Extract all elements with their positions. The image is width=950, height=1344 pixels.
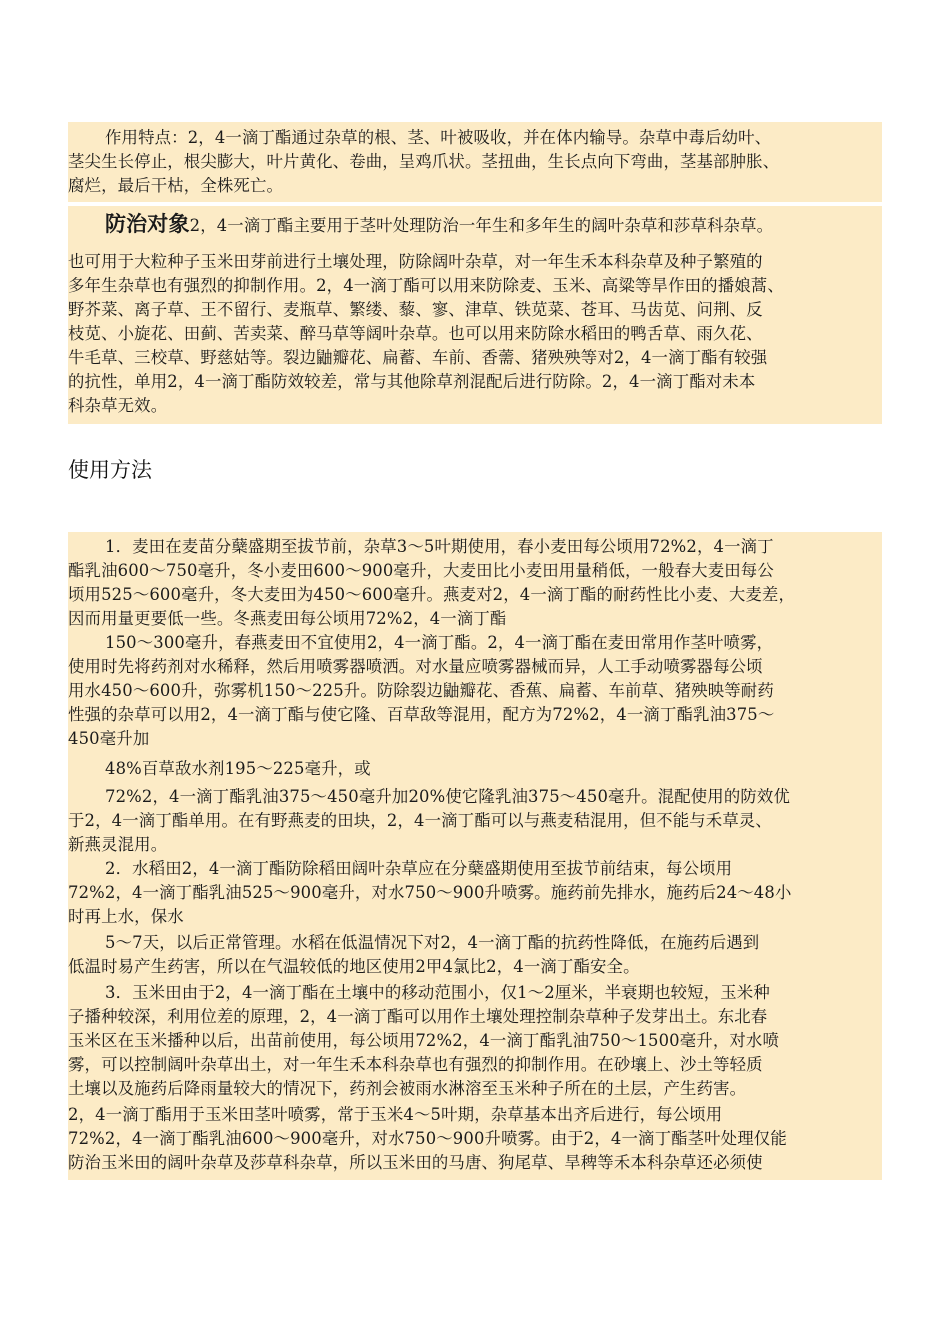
text-line: 新燕灵混用。 [68,835,168,854]
text-line: 玉米区在玉米播种以后，出苗前使用，每公顷用72%2，4一滴丁酯乳油750～1500毫升，对水喷 [68,1031,780,1050]
text-line: 的抗性，单用2，4一滴丁酯防效较差，常与其他除草剂混配后进行防除。2，4一滴丁酯对未本 [68,372,756,391]
text-line: 2．水稻田2，4一滴丁酯防除稻田阔叶杂草应在分蘖盛期使用至拔节前结束，每公顷用 [105,859,733,878]
text-line: 多年生杂草也有强烈的抑制作用。2，4一滴丁酯可以用来防除麦、玉米、高粱等旱作田的播娘蒿、 [68,276,784,295]
text-line: 48%百草敌水剂195～225毫升，或 [105,759,371,778]
text-line: 因而用量更要低一些。冬燕麦田每公顷用72%2，4一滴丁酯 [68,609,507,628]
text-line: 酯乳油600～750毫升，冬小麦田600～900毫升，大麦田比小麦田用量稍低，一般春大麦田每公 [68,561,774,580]
text-line [105,208,886,240]
text-run: 2，4一滴丁酯主要用于茎叶处理防治一年生和多年生的阔叶杂草和莎草科杂草。 [189,216,774,235]
text-line: 科杂草无效。 [68,396,168,415]
text-line: 低温时易产生药害，所以在气温较低的地区使用2甲4氯比2，4一滴丁酯安全。 [68,957,640,976]
text-line: 用水450～600升，弥雾机150～225升。防除裂边鼬瓣花、香蕉、扁蓄、车前草、猪殃映等耐药 [68,681,774,700]
text-line: 2，4一滴丁酯用于玉米田茎叶喷雾，常于玉米4～5叶期，杂草基本出齐后进行，每公顷用 [68,1105,723,1124]
text-line: 使用时先将药剂对水稀释，然后用喷雾器喷洒。对水量应喷雾器械而异，人工手动喷雾器每公顷 [68,657,763,676]
text-line: 作用特点：2，4一滴丁酯通过杂草的根、茎、叶被吸收，并在体内输导。杂草中毒后幼叶、 [105,128,772,147]
text-line: 茎尖生长停止，根尖膨大，叶片黄化、卷曲，呈鸡爪状。茎扭曲，生长点向下弯曲，茎基部肿胀、 [68,152,780,171]
text-line: 子播种较深，利用位差的原理，2，4一滴丁酯可以用作土壤处理控制杂草种子发芽出土。东北春 [68,1007,768,1026]
section-lead: 防治对象 [105,212,190,236]
text-line: 牛毛草、三校草、野慈姑等。裂边鼬瓣花、扁蓄、车前、香薷、猪殃殃等对2，4一滴丁酯有较强 [68,348,768,367]
text-line: 也可用于大粒种子玉米田芽前进行土壤处理，防除阔叶杂草，对一年生禾本科杂草及种子繁殖的 [68,252,763,271]
text-line: 72%2，4一滴丁酯乳油600～900毫升，对水750～900升喷雾。由于2，4一滴丁酯茎叶处理仅能 [68,1129,787,1148]
text-line: 5～7天，以后正常管理。水稻在低温情况下对2，4一滴丁酯的抗药性降低，在施药后遇到 [105,933,760,952]
text-line: 72%2，4一滴丁酯乳油375～450毫升加20%使它隆乳油375～450毫升。混配使用的防效优 [105,787,790,806]
text-line: 150～300毫升，春燕麦田不宜使用2，4一滴丁酯。2，4一滴丁酯在麦田常用作茎叶喷雾， [105,633,774,652]
text-line: 雾，可以控制阔叶杂草出土，对一年生禾本科杂草也有强烈的抑制作用。在砂壤上、沙土等轻质 [68,1055,763,1074]
text-line: 于2，4一滴丁酯单用。在有野燕麦的田块，2，4一滴丁酯可以与燕麦秸混用，但不能与禾草灵、 [68,811,772,830]
text-line: 土壤以及施药后降雨量较大的情况下，药剂会被雨水淋溶至玉米种子所在的土层，产生药害。 [68,1079,747,1098]
text-line: 枝苋、小旋花、田蓟、苦卖菜、醉马草等阔叶杂草。也可以用来防除水稻田的鸭舌草、雨久花、 [68,324,763,343]
text-line: 腐烂，最后干枯，全株死亡。 [68,176,284,195]
section-heading: 使用方法 [68,458,152,482]
text-line: 72%2，4一滴丁酯乳油525～900毫升，对水750～900升喷雾。施药前先排水，施药后24～48小 [68,883,792,902]
text-line: 3．玉米田由于2，4一滴丁酯在土壤中的移动范围小，仅1～2厘米，半衰期也较短，玉米种 [105,983,770,1002]
text-line: 防治玉米田的阔叶杂草及莎草科杂草，所以玉米田的马唐、狗尾草、旱稗等禾本科杂草还必须使 [68,1153,763,1172]
text-line: 顷用525～600毫升，冬大麦田为450～600毫升。燕麦对2，4一滴丁酯的耐药性比小麦、大麦差， [68,585,796,604]
text-line: 450毫升加 [68,729,150,748]
text-line: 野芥菜、离子草、王不留行、麦瓶草、繁缕、藜、寥、津草、铁苋菜、苍耳、马齿苋、问荆、反 [68,300,763,319]
text-line: 时再上水，保水 [68,907,184,926]
text-line: 性强的杂草可以用2，4一滴丁酯与使它隆、百草敌等混用，配方为72%2，4一滴丁酯乳油375～ [68,705,775,724]
text-line: 1．麦田在麦苗分蘖盛期至拔节前，杂草3～5叶期使用，春小麦田每公顷用72%2，4一滴丁 [105,537,774,556]
